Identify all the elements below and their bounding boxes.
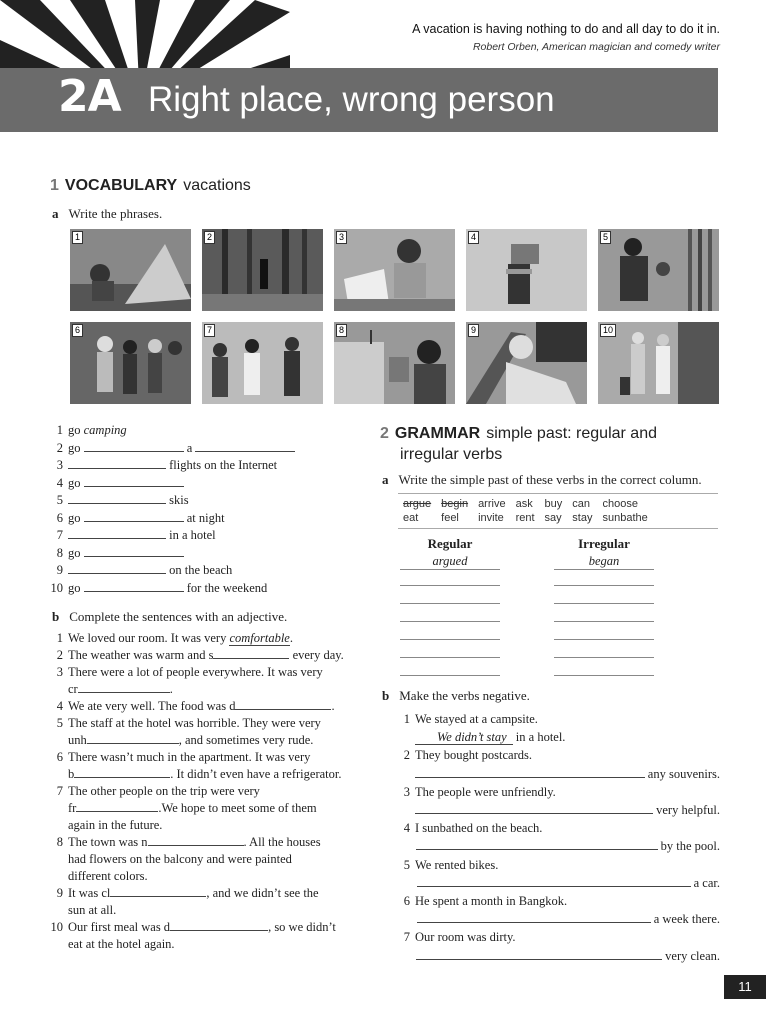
sentence-text: every day.: [292, 648, 344, 662]
sentence-text: different colors.: [68, 869, 148, 883]
sentence-text: eat at the hotel again.: [68, 937, 175, 951]
section-grammar-heading: [380, 423, 710, 465]
verb-item: can: [572, 498, 591, 510]
negative-answer-line: [392, 947, 720, 965]
sentence-text: sun at all.: [68, 903, 117, 917]
sentence-text: There were a lot of people everywhere. It was very: [68, 665, 323, 679]
phrase-item: [45, 510, 365, 528]
sentence-item: [45, 783, 365, 834]
answer-blank[interactable]: [235, 698, 331, 710]
phrase-item: [45, 527, 365, 545]
item-number: 5: [56, 716, 63, 730]
verb-item: arrive: [478, 498, 506, 510]
answer-blank[interactable]: [195, 440, 295, 452]
sentence-item: [45, 715, 365, 749]
regular-blank[interactable]: [400, 657, 500, 658]
answer-blank[interactable]: [68, 527, 166, 539]
quote-text: A vacation is having nothing to do and all day to do it in.: [412, 22, 720, 36]
instruction-text: Write the simple past of these verbs in the correct column.: [398, 472, 702, 487]
item-number: 10: [50, 920, 63, 934]
answer-blank[interactable]: [84, 510, 184, 522]
sentence-end: .: [331, 699, 335, 713]
item-number: 7: [56, 528, 63, 542]
negative-answer-line: [392, 910, 720, 928]
phrase-item: [45, 457, 365, 475]
verb-item: invite: [478, 512, 504, 524]
phrase-prefix: go: [68, 545, 81, 560]
sentence-item: [45, 885, 365, 919]
prompt-text: We stayed at a campsite.: [415, 712, 538, 726]
phrase-suffix: flights on the Internet: [169, 458, 278, 472]
negative-item: [392, 892, 720, 910]
instruction-text: Make the verbs negative.: [399, 688, 530, 703]
item-number: 8: [56, 545, 63, 560]
sightseeing-icon: [334, 322, 455, 404]
verb-item: eat: [403, 512, 419, 524]
exercise-letter: a: [52, 206, 59, 221]
item-number: 9: [56, 563, 63, 577]
item-number: 4: [403, 821, 410, 836]
prompt-text: They bought postcards.: [415, 748, 532, 763]
photo-number: 3: [336, 231, 347, 244]
negative-item: [392, 710, 720, 728]
verb-box: [398, 493, 718, 529]
regular-blank[interactable]: [400, 639, 500, 640]
sentence-text: .We hope to meet some of them: [158, 801, 317, 815]
phrase-item: [45, 580, 365, 598]
unit-title: Right place, wrong person: [148, 80, 555, 119]
example-answer: camping: [83, 423, 127, 437]
regular-blank[interactable]: [400, 585, 500, 586]
item-number: 5: [56, 493, 63, 507]
sentences-list: [45, 630, 365, 953]
answer-blank[interactable]: [68, 492, 166, 504]
sentence-item: [45, 698, 365, 715]
photo-8: [334, 322, 455, 404]
section-topic-line2: irregular verbs: [400, 446, 503, 463]
sentence-text: , and we didn’t see the: [206, 886, 319, 900]
item-number: 9: [56, 886, 63, 900]
phrases-list: [45, 422, 365, 597]
phrase-item: [45, 440, 365, 458]
irregular-example: began: [554, 554, 654, 570]
sentence-text: There wasn’t much in the apartment. It was very: [68, 750, 311, 764]
photo-9: [466, 322, 587, 404]
laptop-woman-icon: [334, 229, 455, 311]
phrase-suffix: in a hotel: [169, 528, 216, 542]
negative-answer-line: [392, 874, 720, 892]
sentence-end: .: [169, 682, 173, 696]
verb-item: feel: [441, 512, 459, 524]
party-group-icon: [70, 322, 191, 404]
answer-blank[interactable]: [415, 802, 653, 814]
item-number: 2: [56, 648, 63, 662]
exercise-1a-instruction: [52, 206, 162, 222]
answer-blank[interactable]: [417, 911, 651, 923]
phrase-suffix: skis: [169, 493, 189, 507]
irregular-blank[interactable]: [554, 675, 654, 676]
passport-hand-icon: [466, 229, 587, 311]
phrase-prefix: go: [68, 510, 81, 525]
answer-blank[interactable]: [84, 475, 184, 487]
sentence-text: It was cl: [68, 886, 111, 900]
item-number: 1: [403, 712, 410, 726]
photo-1: [70, 229, 191, 311]
exercise-letter: b: [52, 609, 60, 624]
sentence-item: [45, 647, 365, 664]
exercise-letter: b: [382, 688, 390, 703]
forest-hiker-icon: [202, 229, 323, 311]
item-number: 3: [56, 458, 63, 472]
sentence-text: . All the houses: [243, 835, 321, 849]
irregular-blank[interactable]: [554, 603, 654, 604]
phrase-suffix: on the beach: [169, 563, 233, 577]
answer-blank[interactable]: [84, 545, 184, 557]
photo-number: 6: [72, 324, 83, 337]
photo-number: 1: [72, 231, 83, 244]
negative-answer-line: [392, 801, 720, 819]
prompt-text: Our room was dirty.: [415, 930, 516, 945]
ski-shop-icon: [598, 229, 719, 311]
answer-end: a week there.: [653, 912, 720, 927]
sunbathing-woman-icon: [466, 322, 587, 404]
item-number: 6: [56, 510, 63, 525]
item-number: 10: [50, 580, 63, 595]
sentence-text: The town was n: [68, 835, 148, 849]
item-number: 1: [56, 631, 63, 645]
hotel-lobby-icon: [202, 322, 323, 404]
quote-author: Robert Orben, American magician and comedy writer: [472, 41, 720, 53]
negative-answer-line: [392, 837, 720, 855]
item-number: 3: [403, 784, 410, 799]
answer-blank[interactable]: [417, 875, 691, 887]
verb-item: choose: [602, 498, 638, 510]
verb-table: [398, 497, 653, 525]
item-number: 4: [56, 475, 63, 490]
photo-number: 2: [204, 231, 215, 244]
section-name: GRAMMAR: [394, 425, 481, 442]
item-number: 2: [403, 748, 410, 763]
example-answer: comfortable: [229, 631, 290, 645]
example-answer: We didn’t stay: [415, 730, 513, 745]
negative-item: [392, 746, 720, 764]
answer-blank[interactable]: [170, 919, 268, 931]
item-number: 8: [56, 835, 63, 849]
item-number: 7: [403, 930, 410, 945]
irregular-blank[interactable]: [554, 585, 654, 586]
photo-number: 9: [468, 324, 479, 337]
phrase-prefix: go: [68, 475, 81, 490]
irregular-blank[interactable]: [554, 621, 654, 622]
phrase-item: [45, 475, 365, 493]
sentence-text: had flowers on the balcony and were painted: [68, 852, 292, 866]
verb-item: argue: [403, 498, 432, 510]
photo-4: [466, 229, 587, 311]
answer-end: in a hotel.: [515, 730, 566, 745]
verb-item: rent: [515, 512, 535, 524]
unit-number: 2A: [58, 71, 121, 122]
regular-example: argued: [400, 554, 500, 570]
negative-answer-line: [392, 728, 720, 746]
phrase-item: [45, 492, 365, 510]
sentence-text: The weather was warm and s: [68, 648, 214, 662]
sentence-text: The staff at the hotel was horrible. They were very: [68, 716, 321, 730]
irregular-blank[interactable]: [554, 639, 654, 640]
answer-blank[interactable]: [213, 647, 289, 659]
item-number: 7: [56, 784, 63, 798]
sentence-text: , so we didn’t: [268, 920, 336, 934]
section-number: 2: [380, 425, 389, 442]
item-number: 2: [56, 440, 63, 455]
photo-number: 10: [600, 324, 616, 337]
sentence-text: , and sometimes very rude.: [178, 733, 314, 747]
answer-end: any souvenirs.: [647, 766, 720, 781]
verb-item: begin: [441, 498, 469, 510]
section-topic: simple past: regular and: [486, 425, 657, 442]
photo-10: [598, 322, 719, 404]
answer-blank[interactable]: [110, 885, 206, 897]
answer-blank[interactable]: [87, 732, 179, 744]
verb-item: sunbathe: [602, 512, 648, 524]
photo-number: 5: [600, 231, 611, 244]
prompt-text: We rented bikes.: [415, 857, 499, 872]
answer-end: very helpful.: [656, 803, 720, 818]
photo-5: [598, 229, 719, 311]
answer-blank[interactable]: [416, 948, 662, 960]
answer-end: very clean.: [665, 948, 720, 963]
item-number: 3: [56, 665, 63, 679]
sentence-item: [45, 630, 365, 647]
regular-blank[interactable]: [400, 675, 500, 676]
exercise-letter: a: [382, 472, 389, 487]
sentence-text: The other people on the trip were very: [68, 784, 260, 798]
prompt-text: I sunbathed on the beach.: [415, 821, 543, 836]
verb-item: ask: [515, 498, 533, 510]
section-vocabulary-heading: [50, 177, 251, 195]
sentence-end: .: [289, 631, 293, 645]
photo-3: [334, 229, 455, 311]
photo-number: 8: [336, 324, 347, 337]
couple-luggage-icon: [598, 322, 719, 404]
column-header-regular: Regular: [427, 536, 473, 551]
negative-item: [392, 783, 720, 801]
exercise-2b-instruction: [382, 688, 530, 704]
photo-7: [202, 322, 323, 404]
answer-blank[interactable]: [74, 766, 170, 778]
sentence-text: b: [68, 767, 75, 781]
photo-6: [70, 322, 191, 404]
sentence-item: [45, 749, 365, 783]
section-number: 1: [50, 177, 59, 194]
regular-blank[interactable]: [400, 621, 500, 622]
answer-end: a car.: [693, 875, 720, 890]
sentence-item: [45, 919, 365, 953]
negative-item: [392, 819, 720, 837]
answer-blank[interactable]: [76, 800, 158, 812]
sentence-text: fr: [68, 801, 77, 815]
photo-2: [202, 229, 323, 311]
sentence-text: We ate very well. The food was d: [68, 699, 236, 713]
instruction-text: Complete the sentences with an adjective.: [69, 609, 288, 624]
answer-blank[interactable]: [78, 681, 170, 693]
answer-blank[interactable]: [68, 562, 166, 574]
photo-number: 4: [468, 231, 479, 244]
prompt-text: He spent a month in Bangkok.: [415, 894, 568, 909]
item-number: 4: [56, 699, 63, 713]
page-number: 11: [724, 975, 766, 999]
instruction-text: Write the phrases.: [68, 206, 163, 221]
phrase-item: [45, 422, 365, 440]
sentence-text: . It didn’t even have a refrigerator.: [170, 767, 342, 781]
sentence-text: We loved our room. It was very: [68, 631, 230, 645]
sentence-text: cr: [68, 682, 78, 696]
phrase-middle: a: [186, 440, 193, 455]
phrase-suffix: for the weekend: [186, 580, 268, 595]
sentence-item: [45, 834, 365, 885]
irregular-blank[interactable]: [554, 657, 654, 658]
phrase-suffix: at night: [186, 510, 225, 525]
sentence-text: again in the future.: [68, 818, 163, 832]
verb-item: say: [544, 512, 562, 524]
negative-item: [392, 928, 720, 946]
sentence-item: [45, 664, 365, 698]
answer-blank[interactable]: [84, 580, 184, 592]
regular-blank[interactable]: [400, 603, 500, 604]
answer-blank[interactable]: [416, 838, 658, 850]
photo-number: 7: [204, 324, 215, 337]
phrase-item: [45, 562, 365, 580]
phrase-prefix: go: [68, 440, 81, 455]
tent-icon: [70, 229, 191, 311]
phrase-prefix: go: [68, 423, 81, 437]
negative-item: [392, 856, 720, 874]
verb-item: stay: [572, 512, 593, 524]
sentence-text: Our first meal was d: [68, 920, 171, 934]
exercise-1b-instruction: [52, 609, 287, 625]
prompt-text: The people were unfriendly.: [415, 784, 556, 799]
answer-blank[interactable]: [68, 457, 166, 469]
item-number: 6: [403, 894, 410, 909]
phrase-prefix: go: [68, 580, 81, 595]
answer-blank[interactable]: [148, 834, 244, 846]
column-header-irregular: Irregular: [578, 536, 630, 551]
exercise-2a-instruction: [382, 472, 702, 488]
answer-blank[interactable]: [415, 766, 645, 778]
negatives-list: [392, 710, 720, 965]
item-number: 1: [56, 423, 63, 437]
negative-answer-line: [392, 765, 720, 783]
answer-end: by the pool.: [660, 839, 720, 854]
section-topic: vacations: [183, 177, 251, 194]
item-number: 5: [403, 857, 410, 872]
item-number: 6: [56, 750, 63, 764]
section-name: VOCABULARY: [64, 177, 178, 194]
answer-blank[interactable]: [84, 440, 184, 452]
phrase-item: [45, 545, 365, 563]
sentence-text: unh: [68, 733, 87, 747]
verb-item: buy: [544, 498, 563, 510]
